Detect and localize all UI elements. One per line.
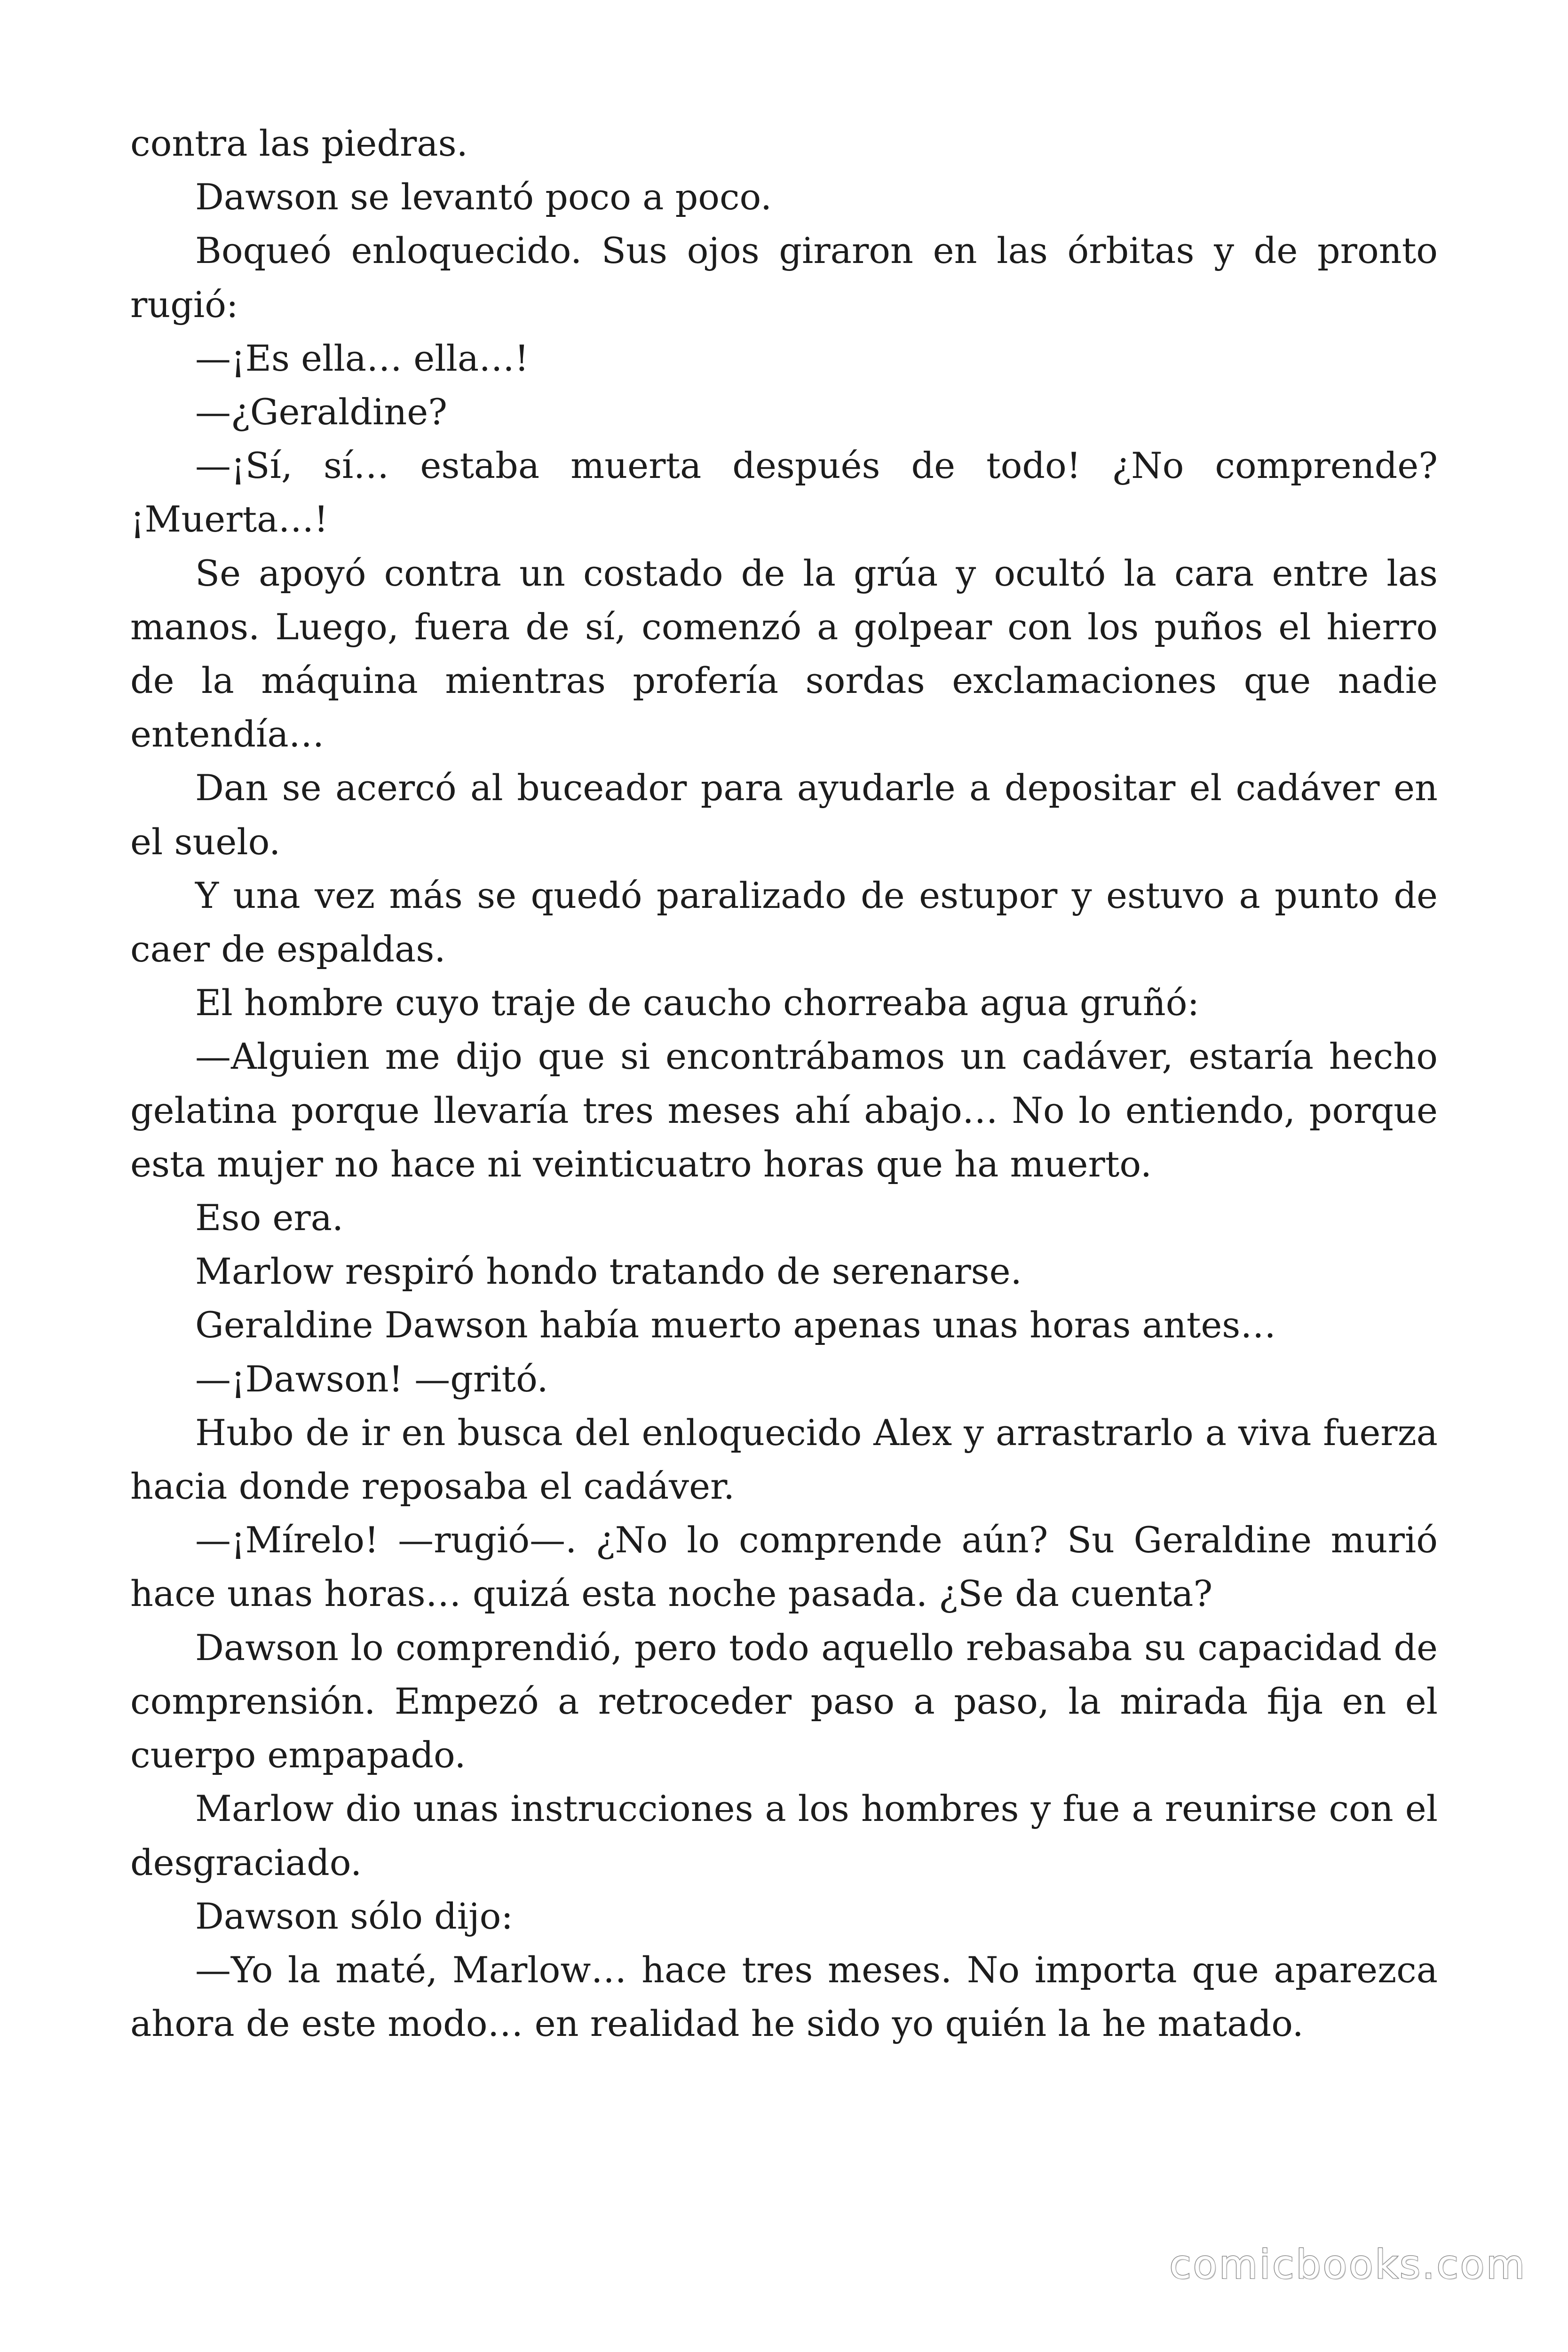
paragraph: El hombre cuyo traje de caucho chorreaba agua gruñó: (195, 982, 1200, 1024)
watermark: comicbooks.com (1169, 2241, 1527, 2288)
paragraph: Eso era. (195, 1197, 344, 1239)
paragraph: Dan se acercó al buceador para ayudarle a depositar el cadáver en el suelo. (130, 767, 1438, 863)
paragraph: —¡Sí, sí… estaba muerta después de todo! ¿No comprende? ¡Muerta…! (130, 445, 1438, 540)
book-page-text (130, 117, 1438, 2050)
paragraph: —¡Es ella… ella…! (195, 337, 529, 379)
paragraph: Geraldine Dawson había muerto apenas unas horas antes… (195, 1304, 1276, 1346)
paragraph: Marlow respiró hondo tratando de serenarse. (195, 1250, 1022, 1293)
paragraph: Se apoyó contra un costado de la grúa y ocultó la cara entre las manos. Luego, fuera de sí, comenzó a golpear con los puños el hierro de la máquina mientras profería sordas exclamaciones que nadie entendía… (130, 552, 1438, 755)
paragraph: —¡Dawson! —gritó. (195, 1358, 548, 1400)
paragraph: —Alguien me dijo que si encontrábamos un cadáver, estaría hecho gelatina porque llevaría tres meses ahí abajo… No lo entiendo, porque esta mujer no hace ni veinticuatro horas que ha muerto. (130, 1035, 1438, 1185)
paragraph: Marlow dio unas instrucciones a los hombres y fue a reunirse con el desgraciado. (130, 1788, 1438, 1883)
paragraph: Y una vez más se quedó paralizado de estupor y estuvo a punto de caer de espaldas. (130, 874, 1438, 970)
paragraph: Dawson lo comprendió, pero todo aquello rebasaba su capacidad de comprensión. Empezó a retroceder paso a paso, la mirada fija en el cuerpo empapado. (130, 1626, 1438, 1776)
paragraph: —¡Mírelo! —rugió—. ¿No lo comprende aún? Su Geraldine murió hace unas horas… quizá esta noche pasada. ¿Se da cuenta? (130, 1519, 1438, 1615)
paragraph: —Yo la maté, Marlow… hace tres meses. No importa que aparezca ahora de este modo… en realidad he sido yo quién la he matado. (130, 1948, 1438, 2045)
paragraph: Boqueó enloquecido. Sus ojos giraron en las órbitas y de pronto rugió: (130, 230, 1438, 326)
paragraph: Dawson se levantó poco a poco. (195, 176, 772, 218)
paragraph: Hubo de ir en busca del enloquecido Alex y arrastrarlo a viva fuerza hacia donde reposaba el cadáver. (130, 1411, 1438, 1508)
paragraph: —¿Geraldine? (195, 391, 448, 433)
paragraph: Dawson sólo dijo: (195, 1895, 514, 1937)
paragraph: contra las piedras. (130, 122, 468, 164)
